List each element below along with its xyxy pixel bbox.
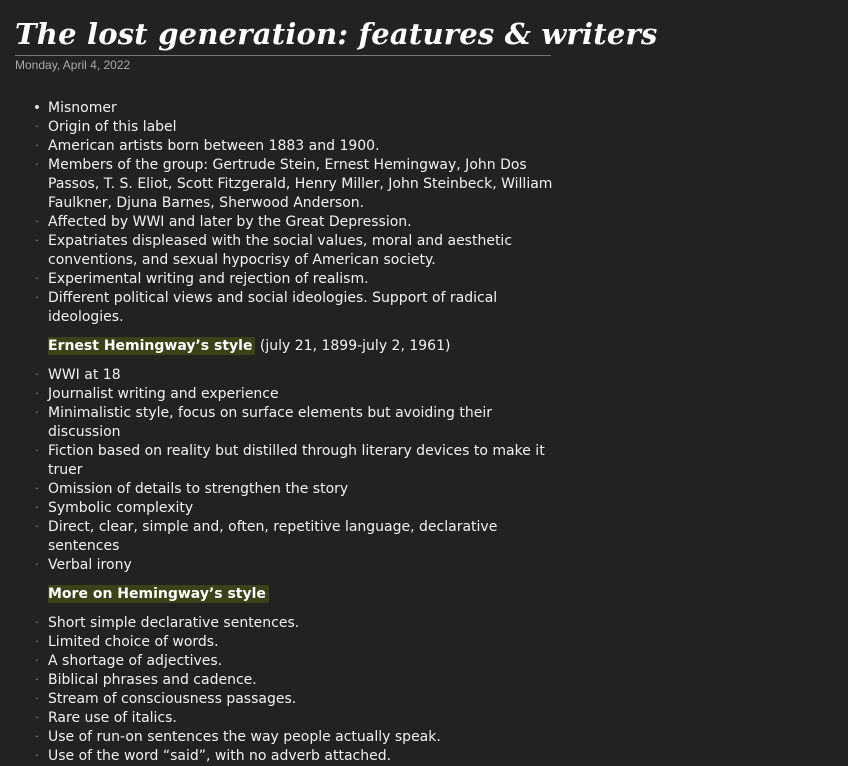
bullet-small-icon: · — [35, 293, 39, 304]
list-item-text: Direct, clear, simple and, often, repetitive language, declarative sentences — [48, 519, 498, 554]
list-item[interactable] — [0, 709, 560, 728]
list-item-text: Misnomer — [48, 100, 117, 116]
list-item[interactable] — [0, 99, 560, 118]
bullet-small-icon: · — [35, 637, 39, 648]
list-item[interactable] — [0, 213, 560, 232]
list-item[interactable] — [0, 614, 560, 633]
list-item-text: Affected by WWI and later by the Great Depression. — [48, 214, 412, 230]
list-item-text: Origin of this label — [48, 119, 177, 135]
list-item-text: Members of the group: Gertrude Stein, Ernest Hemingway, John Dos Passos, T. S. Eliot, Scott Fitzgerald, Henry Miller, John Steinbeck, William Faulkner, Djuna Barnes, Sherwood Anderson. — [48, 157, 553, 211]
highlighted-heading: More on Hemingway’s style — [48, 585, 269, 603]
list-item[interactable] — [0, 690, 560, 709]
bullet-small-icon: · — [35, 713, 39, 724]
list-item-text: Use of run-on sentences the way people actually speak. — [48, 729, 441, 745]
list-item[interactable] — [0, 518, 560, 556]
list-item[interactable] — [0, 480, 560, 499]
list-item-text: Experimental writing and rejection of realism. — [48, 271, 369, 287]
list-item[interactable] — [0, 385, 560, 404]
bullet-dot-icon: • — [32, 100, 42, 116]
list-item[interactable] — [0, 270, 560, 289]
list-item[interactable] — [0, 633, 560, 652]
bullet-small-icon: · — [35, 732, 39, 743]
list-item-text: Symbolic complexity — [48, 500, 194, 516]
bullet-small-icon: · — [35, 370, 39, 381]
list-item[interactable] — [0, 232, 560, 270]
list-item-text: Omission of details to strengthen the story — [48, 481, 349, 497]
features-list — [0, 99, 560, 327]
heading-dates: (july 21, 1899-july 2, 1961) — [255, 338, 451, 354]
list-item-text: A shortage of adjectives. — [48, 653, 223, 669]
list-item-text: Rare use of italics. — [48, 710, 177, 726]
bullet-small-icon: · — [35, 656, 39, 667]
hemingway-style-heading[interactable] — [0, 337, 560, 356]
list-item[interactable] — [0, 156, 560, 213]
list-item-text: Verbal irony — [48, 557, 132, 573]
hemingway-style-list — [0, 366, 560, 575]
bullet-small-icon: · — [35, 446, 39, 457]
list-item-text: Expatriates displeased with the social values, moral and aesthetic conventions, and sexual hypocrisy of American society. — [48, 233, 513, 268]
bullet-small-icon: · — [35, 236, 39, 247]
list-item[interactable] — [0, 404, 560, 442]
list-item[interactable] — [0, 118, 560, 137]
list-item-text: WWI at 18 — [48, 367, 121, 383]
list-item[interactable] — [0, 137, 560, 156]
list-item-text: Stream of consciousness passages. — [48, 691, 297, 707]
more-hemingway-heading[interactable] — [0, 585, 560, 604]
title-divider — [15, 55, 551, 56]
note-body[interactable] — [0, 99, 560, 766]
bullet-small-icon: · — [35, 503, 39, 514]
bullet-small-icon: · — [35, 522, 39, 533]
list-item-text: Biblical phrases and cadence. — [48, 672, 257, 688]
list-item-text: Fiction based on reality but distilled through literary devices to make it truer — [48, 443, 545, 478]
list-item[interactable] — [0, 366, 560, 385]
list-item-text: Short simple declarative sentences. — [48, 615, 300, 631]
page-title[interactable]: The lost generation: features & writers — [15, 17, 658, 51]
list-item[interactable] — [0, 747, 560, 766]
bullet-small-icon: · — [35, 618, 39, 629]
list-item[interactable] — [0, 556, 560, 575]
highlighted-heading: Ernest Hemingway’s style — [48, 337, 255, 355]
bullet-small-icon: · — [35, 141, 39, 152]
list-item-text: Use of the word “said”, with no adverb attached. — [48, 748, 392, 764]
list-item[interactable] — [0, 499, 560, 518]
list-item-text: Limited choice of words. — [48, 634, 219, 650]
list-item[interactable] — [0, 652, 560, 671]
bullet-small-icon: · — [35, 751, 39, 762]
list-item[interactable] — [0, 728, 560, 747]
bullet-small-icon: · — [35, 408, 39, 419]
list-item[interactable] — [0, 671, 560, 690]
more-hemingway-list — [0, 614, 560, 766]
bullet-small-icon: · — [35, 122, 39, 133]
list-item-text: American artists born between 1883 and 1900. — [48, 138, 380, 154]
bullet-small-icon: · — [35, 484, 39, 495]
list-item-text: Journalist writing and experience — [48, 386, 279, 402]
list-item-text: Minimalistic style, focus on surface elements but avoiding their discussion — [48, 405, 493, 440]
bullet-small-icon: · — [35, 560, 39, 571]
list-item[interactable] — [0, 442, 560, 480]
bullet-small-icon: · — [35, 217, 39, 228]
bullet-small-icon: · — [35, 389, 39, 400]
bullet-small-icon: · — [35, 675, 39, 686]
list-item-text: Different political views and social ideologies. Support of radical ideologies. — [48, 290, 498, 325]
list-item[interactable] — [0, 289, 560, 327]
bullet-small-icon: · — [35, 274, 39, 285]
bullet-small-icon: · — [35, 694, 39, 705]
page-date: Monday, April 4, 2022 — [15, 58, 131, 72]
bullet-small-icon: · — [35, 160, 39, 171]
